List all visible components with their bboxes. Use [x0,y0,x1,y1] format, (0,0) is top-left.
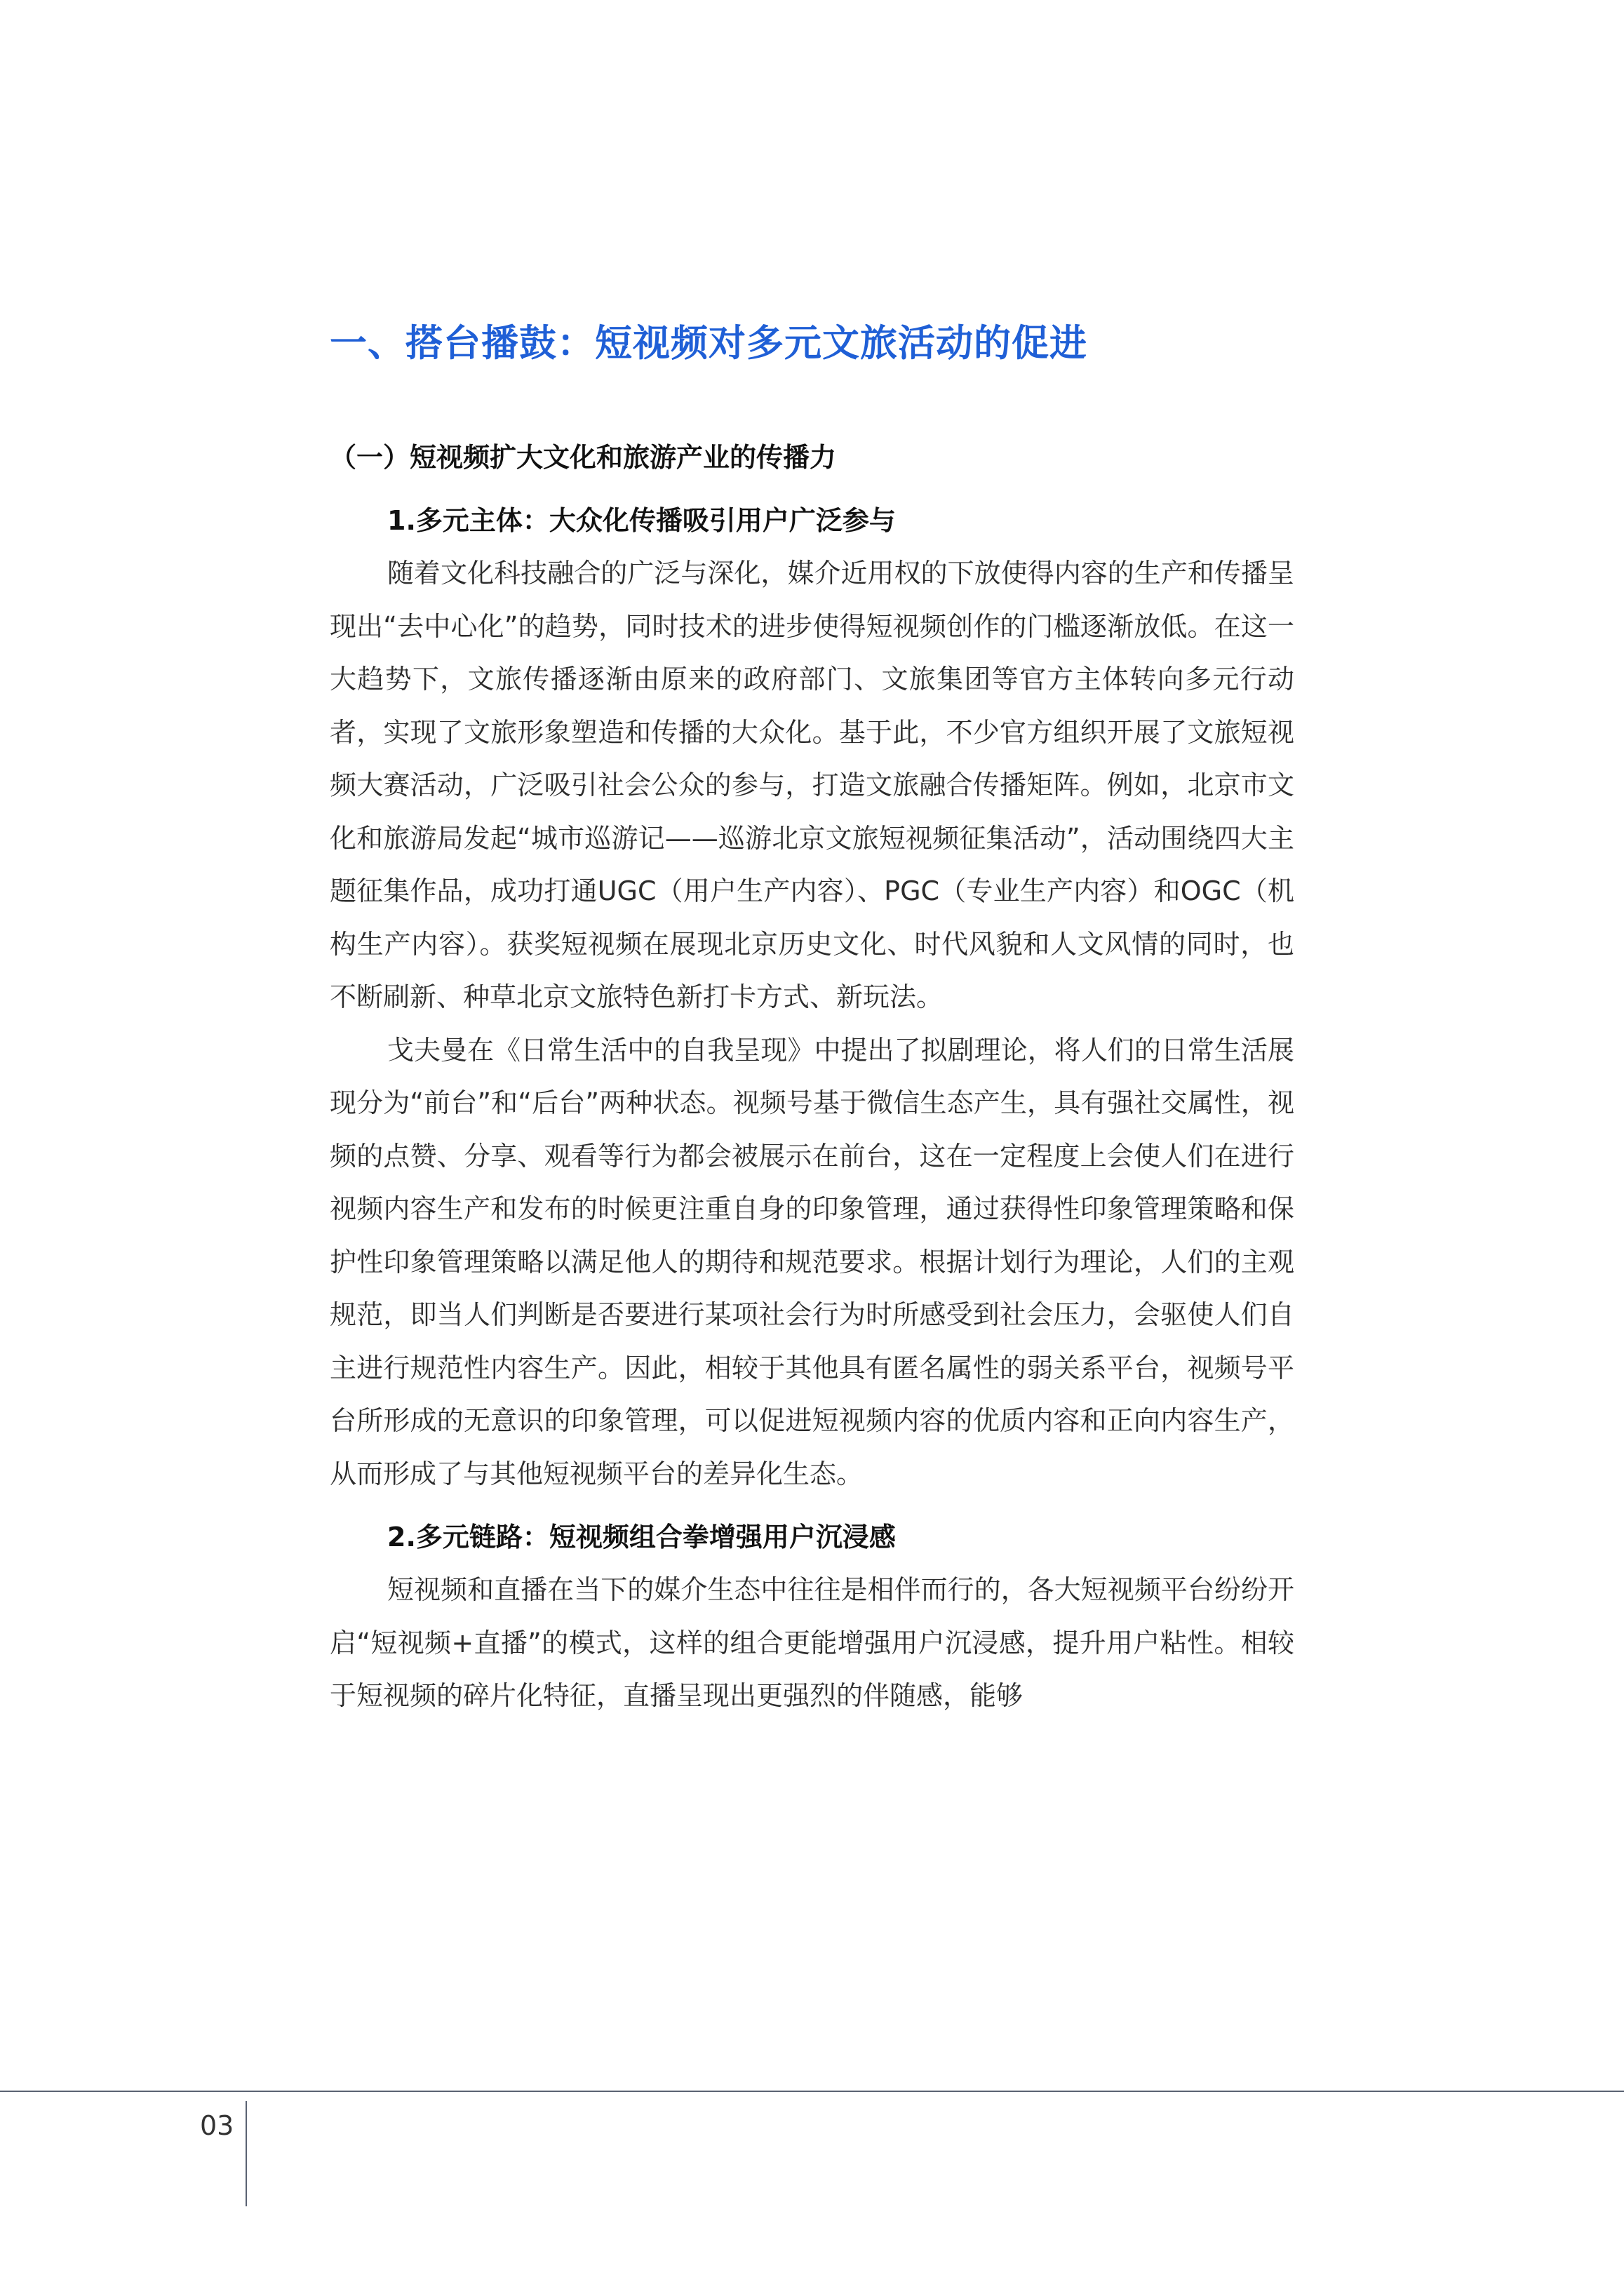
footer-divider [0,2091,1624,2092]
paragraph: 戈夫曼在《日常生活中的自我呈现》中提出了拟剧理论，将人们的日常生活展现分为“前台”和“后台”两种状态。视频号基于微信生态产生，具有强社交属性，视频的点赞、分享、观看等行为都会被展示在前台，这在一定程度上会使人们在进行视频内容生产和发布的时候更注重自身的印象管理，通过获得性印象管理策略和保护性印象管理策略以满足他人的期待和规范要求。根据计划行为理论，人们的主观规范，即当人们判断是否要进行某项社会行为时所感受到社会压力，会驱使人们自主进行规范性内容生产。因此，相较于其他具有匿名属性的弱关系平台，视频号平台所形成的无意识的印象管理，可以促进短视频内容的优质内容和正向内容生产，从而形成了与其他短视频平台的差异化生态。 [330,1034,1294,1489]
subsection-title: （一）短视频扩大文化和旅游产业的传播力 [330,442,837,473]
section-title: 一、搭台播鼓：短视频对多元文旅活动的促进 [330,322,1087,365]
paragraph: 随着文化科技融合的广泛与深化，媒介近用权的下放使得内容的生产和传播呈现出“去中心化”的趋势，同时技术的进步使得短视频创作的门槛逐渐放低。在这一大趋势下，文旅传播逐渐由原来的政府部门、文旅集团等官方主体转向多元行动者，实现了文旅形象塑造和传播的大众化。基于此，不少官方组织开展了文旅短视频大赛活动，广泛吸引社会公众的参与，打造文旅融合传播矩阵。例如，北京市文化和旅游局发起“城市巡游记——巡游北京文旅短视频征集活动”，活动围绕四大主题征集作品，成功打通UGC（用户生产内容）、PGC（专业生产内容）和OGC（机构生产内容）。获奖短视频在展现北京历史文化、时代风貌和人文风情的同时，也不断刷新、种草北京文旅特色新打卡方式、新玩法。 [330,558,1294,1012]
footer-vertical-divider [246,2101,247,2206]
paragraph: 短视频和直播在当下的媒介生态中往往是相伴而行的，各大短视频平台纷纷开启“短视频+直播”的模式，这样的组合更能增强用户沉浸感，提升用户粘性。相较于短视频的碎片化特征，直播呈现出更强烈的伴随感，能够 [330,1574,1294,1711]
page-number: 03 [200,2110,234,2141]
point-title-2: 2.多元链路：短视频组合拳增强用户沉浸感 [387,1522,896,1552]
point-title-1: 1.多元主体：大众化传播吸引用户广泛参与 [387,505,896,536]
document-body [330,309,1294,1723]
